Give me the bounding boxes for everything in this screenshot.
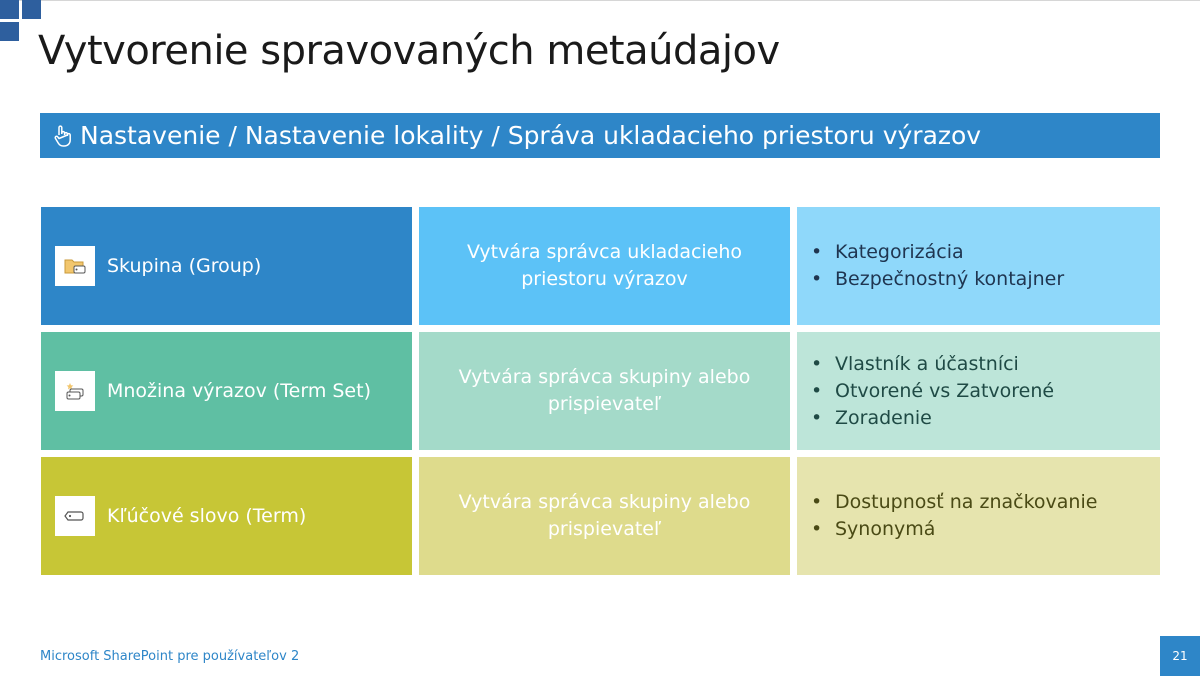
feature-list bbox=[805, 351, 1054, 432]
term-set-icon bbox=[55, 371, 95, 411]
feature-list bbox=[805, 489, 1097, 543]
feature-item: • Dostupnosť na značkovanie bbox=[805, 489, 1097, 516]
feature-list bbox=[805, 239, 1064, 293]
logo-square bbox=[0, 0, 19, 19]
row-label: Množina výrazov (Term Set) bbox=[107, 380, 371, 402]
feature-item: • Kategorizácia bbox=[805, 239, 1064, 266]
row-group-creator-cell bbox=[419, 207, 790, 325]
tag-icon bbox=[55, 496, 95, 536]
row-label: Kľúčové slovo (Term) bbox=[107, 505, 307, 527]
row-termset-creator-cell bbox=[419, 332, 790, 450]
top-divider bbox=[0, 0, 1200, 1]
logo-square bbox=[0, 22, 19, 41]
creator-text: Vytvára správca skupiny alebo prispievateľ bbox=[458, 491, 751, 540]
folder-tag-icon bbox=[55, 246, 95, 286]
row-term-label-cell bbox=[41, 457, 412, 575]
feature-item: • Synonymá bbox=[805, 516, 1097, 543]
row-label: Skupina (Group) bbox=[107, 255, 262, 277]
feature-item: • Zoradenie bbox=[805, 405, 1054, 432]
row-group-features-cell bbox=[797, 207, 1160, 325]
logo-square bbox=[22, 0, 41, 19]
creator-text: Vytvára správca skupiny alebo prispievateľ bbox=[458, 366, 751, 415]
feature-item: • Otvorené vs Zatvorené bbox=[805, 378, 1054, 405]
feature-item: • Vlastník a účastníci bbox=[805, 351, 1054, 378]
breadcrumb-path: Nastavenie / Nastavenie lokality / Správa ukladacieho priestoru výrazov bbox=[80, 121, 982, 150]
row-term-features-cell bbox=[797, 457, 1160, 575]
pointer-hand-icon bbox=[50, 123, 76, 149]
footer-text: Microsoft SharePoint pre používateľov 2 bbox=[40, 649, 300, 664]
page-number: 21 bbox=[1160, 636, 1200, 676]
row-term-creator-cell bbox=[419, 457, 790, 575]
row-group-label-cell bbox=[41, 207, 412, 325]
row-termset-label-cell bbox=[41, 332, 412, 450]
slide-title: Vytvorenie spravovaných metaúdajov bbox=[38, 28, 780, 74]
breadcrumb bbox=[40, 113, 1160, 158]
row-termset-features-cell bbox=[797, 332, 1160, 450]
creator-text: Vytvára správca ukladacieho priestoru výrazov bbox=[466, 241, 743, 290]
feature-item: • Bezpečnostný kontajner bbox=[805, 266, 1064, 293]
